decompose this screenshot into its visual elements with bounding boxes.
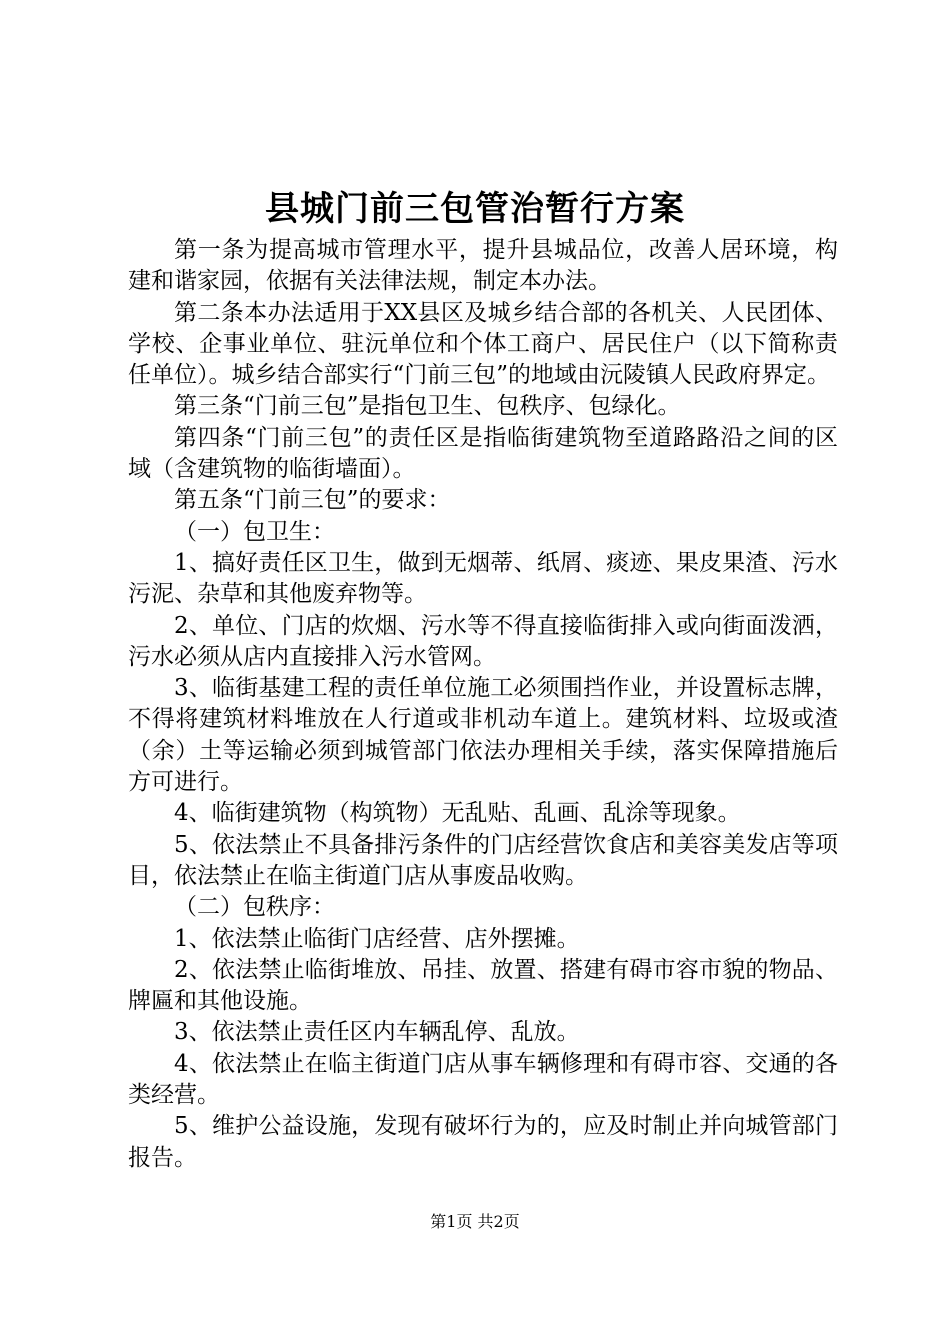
paragraph: 3、临街基建工程的责任单位施工必须围挡作业，并设置标志牌，不得将建筑材料堆放在人行道或非机动车道上。建筑材料、垃圾或渣（余）土等运输必须到城管部门依法办理相关手续，落实保障措施后方可进行。	[128, 675, 838, 796]
document-title: 县城门前三包管治暂行方案	[265, 189, 685, 229]
paragraph: 2、依法禁止临街堆放、吊挂、放置、搭建有碍市容市貌的物品、牌匾和其他设施。	[128, 956, 838, 1015]
section-heading: （二）包秩序：	[174, 894, 335, 921]
paragraph: 3、依法禁止责任区内车辆乱停、乱放。	[174, 1019, 580, 1046]
paragraph: 5、维护公益设施，发现有破坏行为的，应及时制止并向城管部门报告。	[128, 1113, 838, 1171]
paragraph: 2、单位、门店的炊烟、污水等不得直接临街排入或向街面泼洒，污水必须从店内直接排入污水管网。	[128, 612, 838, 670]
paragraph: 5、依法禁止不具备排污条件的门店经营饮食店和美容美发店等项目，依法禁止在临主街道门店从事废品收购。	[128, 831, 838, 889]
document-body	[128, 235, 838, 1174]
paragraph: 4、临街建筑物（构筑物）无乱贴、乱画、乱涂等现象。	[174, 800, 741, 827]
paragraph: 第四条“门前三包”的责任区是指临街建筑物至道路路沿之间的区域（含建筑物的临街墙面）。	[128, 424, 838, 483]
paragraph: 第五条“门前三包”的要求：	[174, 487, 451, 514]
page-footer: 第1页 共2页	[430, 1212, 520, 1231]
paragraph: 4、依法禁止在临主街道门店从事车辆修理和有碍市容、交通的各类经营。	[128, 1050, 838, 1109]
paragraph: 第三条“门前三包”是指包卫生、包秩序、包绿化。	[174, 393, 681, 420]
paragraph: 第二条本办法适用于XX县区及城乡结合部的各机关、人民团体、学校、企事业单位、驻沅单位和个体工商户、居民住户（以下简称责任单位）。城乡结合部实行“门前三包”的地域由沅陵镇人民政府界定。	[128, 299, 838, 389]
paragraph: 1、依法禁止临街门店经营、店外摆摊。	[174, 925, 580, 952]
paragraph: 1、搞好责任区卫生，做到无烟蒂、纸屑、痰迹、果皮果渣、污水污泥、杂草和其他废弃物等。	[128, 549, 838, 608]
section-heading: （一）包卫生：	[174, 518, 335, 545]
paragraph: 第一条为提高城市管理水平，提升县城品位，改善人居环境，构建和谐家园，依据有关法律法规，制定本办法。	[128, 237, 838, 295]
